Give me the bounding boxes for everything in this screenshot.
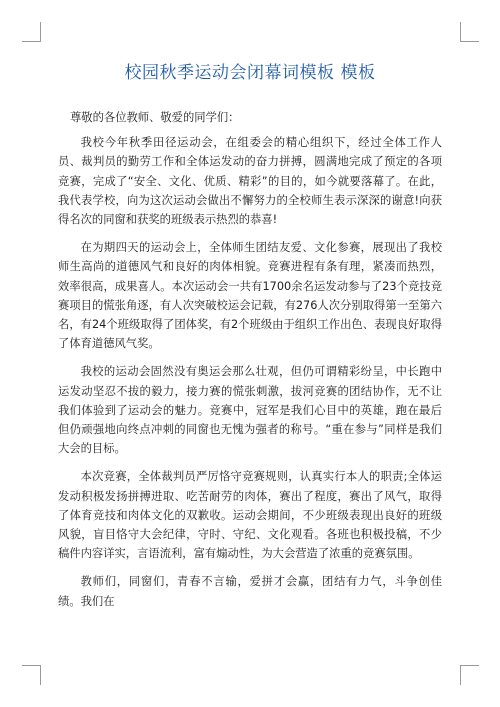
crop-mark-bottom-left	[40, 665, 41, 685]
body-paragraph: 我校今年秋季田径运动会，在组委会的精心组织下，经过全体工作人员、裁判员的勤劳工作和全体运发动的奋力拼搏，圆满地完成了预定的各项竞赛，完成了“安全、文化、优质、精彩”的目的，如今就要落幕了。在此，我代表学校，向为这次运动会做出不懈努力的全校师生表示深深的谢意!向获得名次的同窗和获奖的班级表示热烈的恭喜!	[58, 136, 442, 227]
greeting-line: 尊敬的各位教师、敬爱的同学们：	[70, 111, 240, 124]
crop-mark-bottom-right	[460, 665, 479, 666]
crop-mark-top-left	[22, 41, 41, 42]
crop-mark-bottom-right	[460, 665, 461, 685]
document-title: 校园秋季运动会闭幕词模板 模板	[124, 63, 376, 83]
body-paragraph: 我校的运动会固然没有奥运会那么壮观，但仍可谓精彩纷呈，中长跑中运发动坚忍不拔的毅力，接力赛的慌张刺激，拔河竞赛的团结协作，无不让我们体验到了运动会的魅力。竞赛中，冠军是我们心目中的英雄，跑在最后但仍顽强地向终点冲刺的同窗也无愧为强者的称号。“重在参与”同样是我们大会的目标。	[58, 365, 442, 456]
body-paragraph: 在为期四天的运动会上，全体师生团结友爱、文化参赛，展现出了我校师生高尚的道德风气和良好的肉体相貌。竞赛进程有条有理，紧凑而热烈，效率很高，成果喜人。本次运动会一共有1700余名运发动参与了23个竞技竞赛项目的慌张角逐，有人次突破校运会记载，有276人次分别取得第一至第六名，有24个班级取得了团体奖，有2个班级由于组织工作出色、表现良好取得了体育道德风气奖。	[58, 241, 442, 351]
crop-mark-top-right	[460, 22, 461, 42]
crop-mark-top-left	[40, 22, 41, 42]
crop-mark-top-right	[460, 41, 479, 42]
document-body	[58, 108, 442, 620]
crop-mark-bottom-left	[22, 665, 41, 666]
body-paragraph: 教师们，同窗们，青春不言输，爱拼才会赢，团结有力气，斗争创佳绩。我们在	[58, 575, 442, 608]
body-paragraph: 本次竞赛，全体裁判员严厉恪守竞赛规则，认真实行本人的职责;全体运发动积极发扬拼搏进取、吃苦耐劳的肉体，赛出了程度，赛出了风气，取得了体育竞技和肉体文化的双歉收。运动会期间，不少班级表现出良好的班级风貌，盲目恪守大会纪律，守时、守纪、文化观看。各班也积极投稿，不少稿件内容详实，言语流利，富有煽动性，为大会营造了浓重的竞赛氛围。	[58, 470, 442, 561]
